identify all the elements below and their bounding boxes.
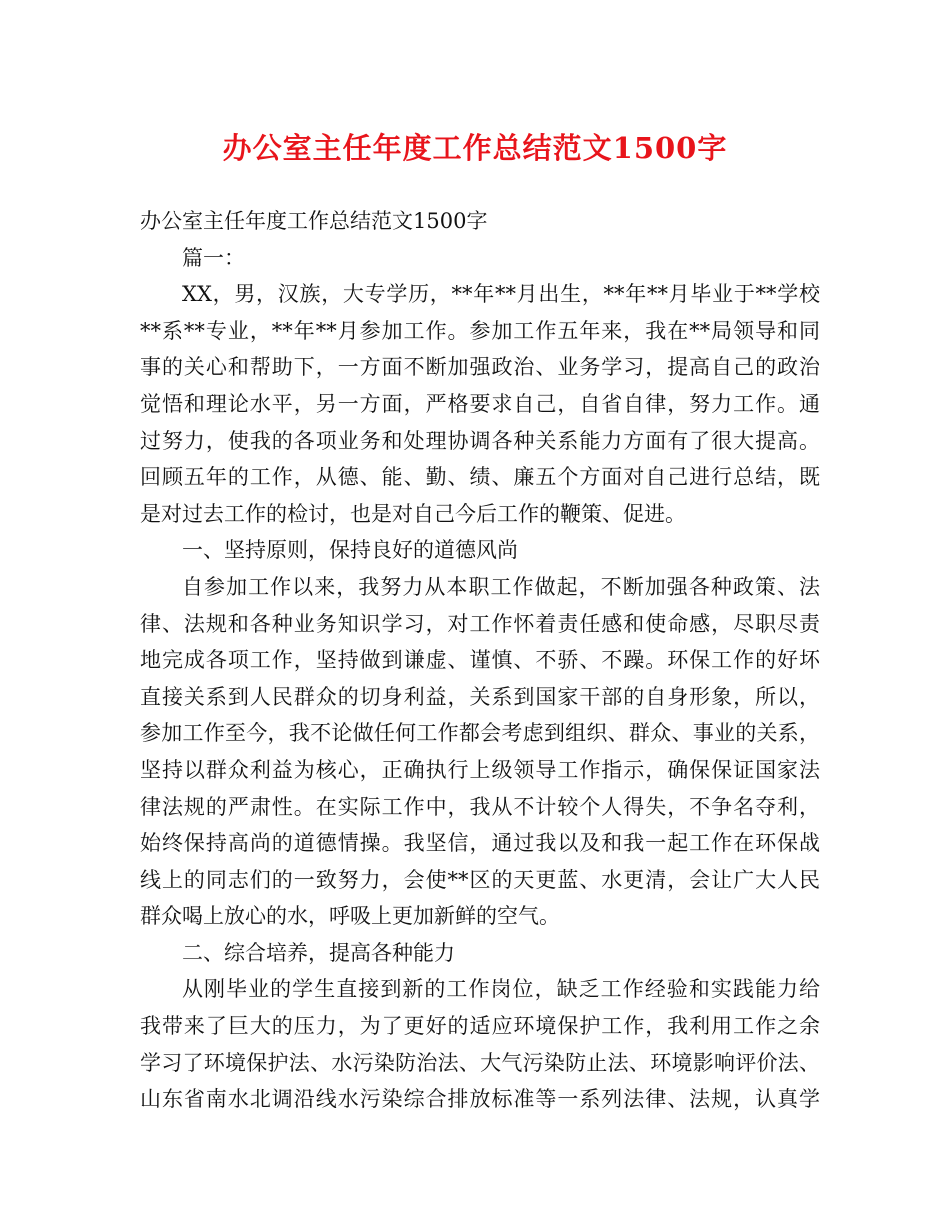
text-line: XX，男，汉族，大专学历，**年**月出生，**年**月毕业于**学校 [182,282,820,307]
text-line: 学习了环境保护法、水污染防治法、大气污染防止法、环境影响评价法、 [140,1050,820,1075]
text-line: 线上的同志们的一致努力，会使**区的天更蓝、水更清，会让广大人民 [140,867,820,892]
text-line: 篇一： [182,245,245,270]
text-line: 律法规的严肃性。在实际工作中，我从不计较个人得失，不争名夺利， [140,794,820,819]
text-line: 过努力，使我的各项业务和处理协调各种关系能力方面有了很大提高。 [140,428,820,453]
text-line: 参加工作至今，我不论做任何工作都会考虑到组织、群众、事业的关系， [140,721,820,746]
text-line: 办公室主任年度工作总结范文1500字 [140,209,488,233]
text-line: 一、坚持原则，保持良好的道德风尚 [182,538,518,563]
text-line: 群众喝上放心的水，呼吸上更加新鲜的空气。 [140,904,560,929]
document-body [140,203,820,1118]
text-line: 地完成各项工作，坚持做到谦虚、谨慎、不骄、不躁。环保工作的好坏 [140,648,820,673]
document-title: 办公室主任年度工作总结范文1500字 [222,131,728,165]
text-line: 山东省南水北调沿线水污染综合排放标准等一系列法律、法规，认真学 [140,1087,820,1112]
text-line: 自参加工作以来，我努力从本职工作做起，不断加强各种政策、法 [182,574,820,599]
text-line: **系**专业，**年**月参加工作。参加工作五年来，我在**局领导和同 [140,318,820,343]
text-line: 从刚毕业的学生直接到新的工作岗位，缺乏工作经验和实践能力给 [182,977,820,1002]
text-line: 是对过去工作的检讨，也是对自己今后工作的鞭策、促进。 [140,501,686,526]
text-line: 事的关心和帮助下，一方面不断加强政治、业务学习，提高自己的政治 [140,355,820,380]
text-line: 坚持以群众利益为核心，正确执行上级领导工作指示，确保保证国家法 [140,757,820,782]
text-line: 回顾五年的工作，从德、能、勤、绩、廉五个方面对自己进行总结，既 [140,465,820,490]
text-line: 我带来了巨大的压力，为了更好的适应环境保护工作，我利用工作之余 [140,1014,820,1039]
text-line: 觉悟和理论水平，另一方面，严格要求自己，自省自律，努力工作。通 [140,391,820,416]
text-line: 二、综合培养，提高各种能力 [182,940,455,965]
text-line: 律、法规和各种业务知识学习，对工作怀着责任感和使命感，尽职尽责 [140,611,820,636]
text-line: 直接关系到人民群众的切身利益，关系到国家干部的自身形象，所以， [140,684,820,709]
text-line: 始终保持高尚的道德情操。我坚信，通过我以及和我一起工作在环保战 [140,831,820,856]
